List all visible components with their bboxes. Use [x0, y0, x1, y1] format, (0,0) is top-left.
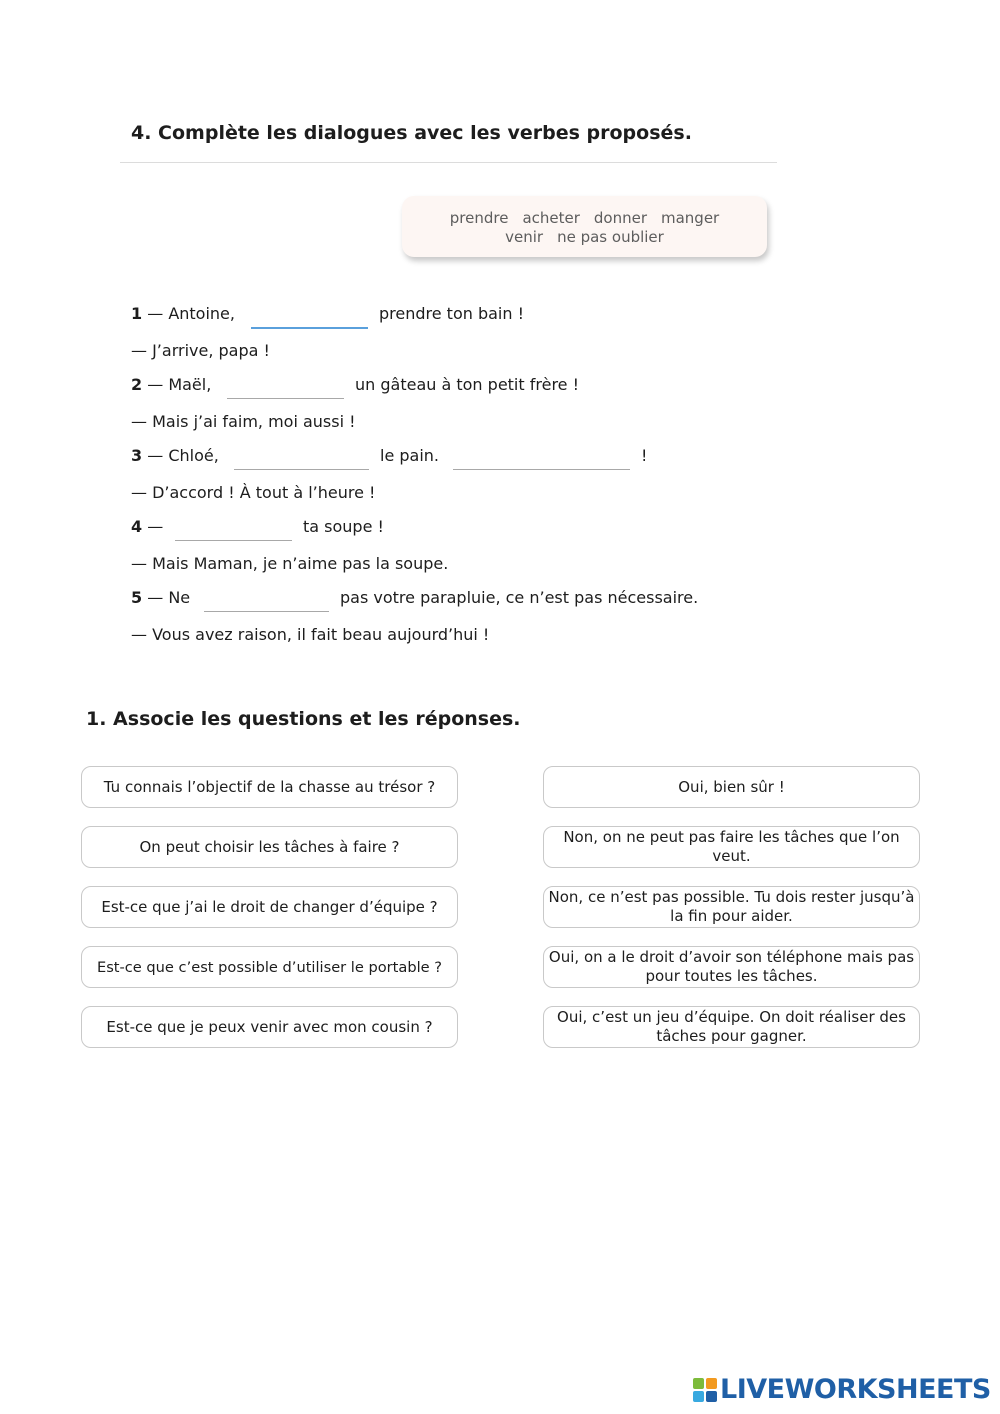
- dialogue-5-answer-input[interactable]: [204, 587, 329, 612]
- dialogue-3-number: 3: [131, 446, 143, 465]
- dialogue-1-reply: — J’arrive, papa !: [131, 341, 270, 360]
- dialogue-2-number: 2: [131, 375, 143, 394]
- dialogue-1-text: — Antoine,: [142, 304, 235, 323]
- answer-text-3: Non, ce n’est pas possible. Tu dois rester jusqu’à la fin pour aider.: [548, 888, 915, 925]
- dialogue-2-line: [131, 373, 211, 397]
- liveworksheets-logo[interactable]: [693, 1374, 991, 1405]
- dialogue-3-text: — Chloé,: [142, 446, 219, 465]
- dialogue-1-answer-input[interactable]: [251, 303, 368, 329]
- logo-mark-icon: [693, 1378, 717, 1402]
- dialogue-3-answer-input-1[interactable]: [234, 445, 369, 470]
- answer-text-1: Oui, bien sûr !: [678, 777, 785, 796]
- verb-donner: donner: [593, 209, 647, 227]
- dialogue-2-end: un gâteau à ton petit frère !: [355, 375, 580, 394]
- answer-card-2[interactable]: [543, 826, 920, 868]
- dialogue-2-answer-input[interactable]: [227, 374, 344, 399]
- verb-box: [402, 196, 767, 257]
- logo-text: LIVEWORKSHEETS: [720, 1374, 991, 1405]
- verb-prendre: prendre: [449, 209, 509, 227]
- answer-card-3[interactable]: [543, 886, 920, 928]
- dialogue-5-text: — Ne: [142, 588, 191, 607]
- answer-text-2: Non, on ne peut pas faire les tâches que l’on veut.: [563, 828, 900, 865]
- verb-manger: manger: [661, 209, 720, 227]
- question-text-4: Est-ce que c’est possible d’utiliser le portable ?: [96, 958, 443, 976]
- dialogue-3-reply: — D’accord ! À tout à l’heure !: [131, 483, 376, 502]
- dialogue-2-reply: — Mais j’ai faim, moi aussi !: [131, 412, 356, 431]
- question-text-5: Est-ce que je peux venir avec mon cousin ?: [106, 1017, 433, 1036]
- dialogue-3-middle: le pain.: [380, 446, 440, 465]
- verb-ne-pas-oublier: ne pas oublier: [557, 228, 664, 246]
- exercise-4-title: 4. Complète les dialogues avec les verbes proposés.: [131, 122, 692, 144]
- question-text-1: Tu connais l’objectif de la chasse au trésor ?: [103, 777, 436, 796]
- dialogue-5-reply: — Vous avez raison, il fait beau aujourd’hui !: [131, 625, 490, 644]
- dialogue-4-number: 4: [131, 517, 143, 536]
- dialogue-4-reply: — Mais Maman, je n’aime pas la soupe.: [131, 554, 449, 573]
- dialogue-1-end: prendre ton bain !: [379, 304, 525, 323]
- title-divider: [120, 162, 777, 163]
- question-text-3: Est-ce que j’ai le droit de changer d’équipe ?: [101, 897, 438, 916]
- dialogue-4-end: ta soupe !: [303, 517, 384, 536]
- question-card-1[interactable]: [81, 766, 458, 808]
- question-card-4[interactable]: [81, 946, 458, 988]
- dialogue-3-line: [131, 444, 219, 468]
- answer-card-5[interactable]: [543, 1006, 920, 1048]
- dialogue-4-line: [131, 515, 163, 539]
- dialogue-2-text: — Maël,: [142, 375, 212, 394]
- verb-venir: venir: [505, 228, 544, 246]
- dialogue-3-end: !: [641, 446, 648, 465]
- dialogue-1-line: [131, 302, 235, 326]
- dialogue-5-end: pas votre parapluie, ce n’est pas nécessaire.: [340, 588, 699, 607]
- dialogue-4-text: —: [142, 517, 164, 536]
- answer-text-4: Oui, on a le droit d’avoir son téléphone mais pas pour toutes les tâches.: [548, 948, 915, 985]
- answer-text-5: Oui, c’est un jeu d’équipe. On doit réaliser des tâches pour gagner.: [557, 1008, 906, 1045]
- dialogue-5-line: [131, 586, 190, 610]
- dialogue-3-answer-input-2[interactable]: [453, 445, 630, 470]
- exercise-1-title: 1. Associe les questions et les réponses.: [86, 708, 521, 730]
- dialogue-1-number: 1: [131, 304, 143, 323]
- answer-card-4[interactable]: [543, 946, 920, 988]
- dialogue-5-number: 5: [131, 588, 143, 607]
- question-text-2: On peut choisir les tâches à faire ?: [139, 837, 400, 856]
- question-card-3[interactable]: [81, 886, 458, 928]
- answer-card-1[interactable]: [543, 766, 920, 808]
- verb-acheter: acheter: [522, 209, 580, 227]
- dialogue-4-answer-input[interactable]: [175, 516, 292, 541]
- question-card-5[interactable]: [81, 1006, 458, 1048]
- question-card-2[interactable]: [81, 826, 458, 868]
